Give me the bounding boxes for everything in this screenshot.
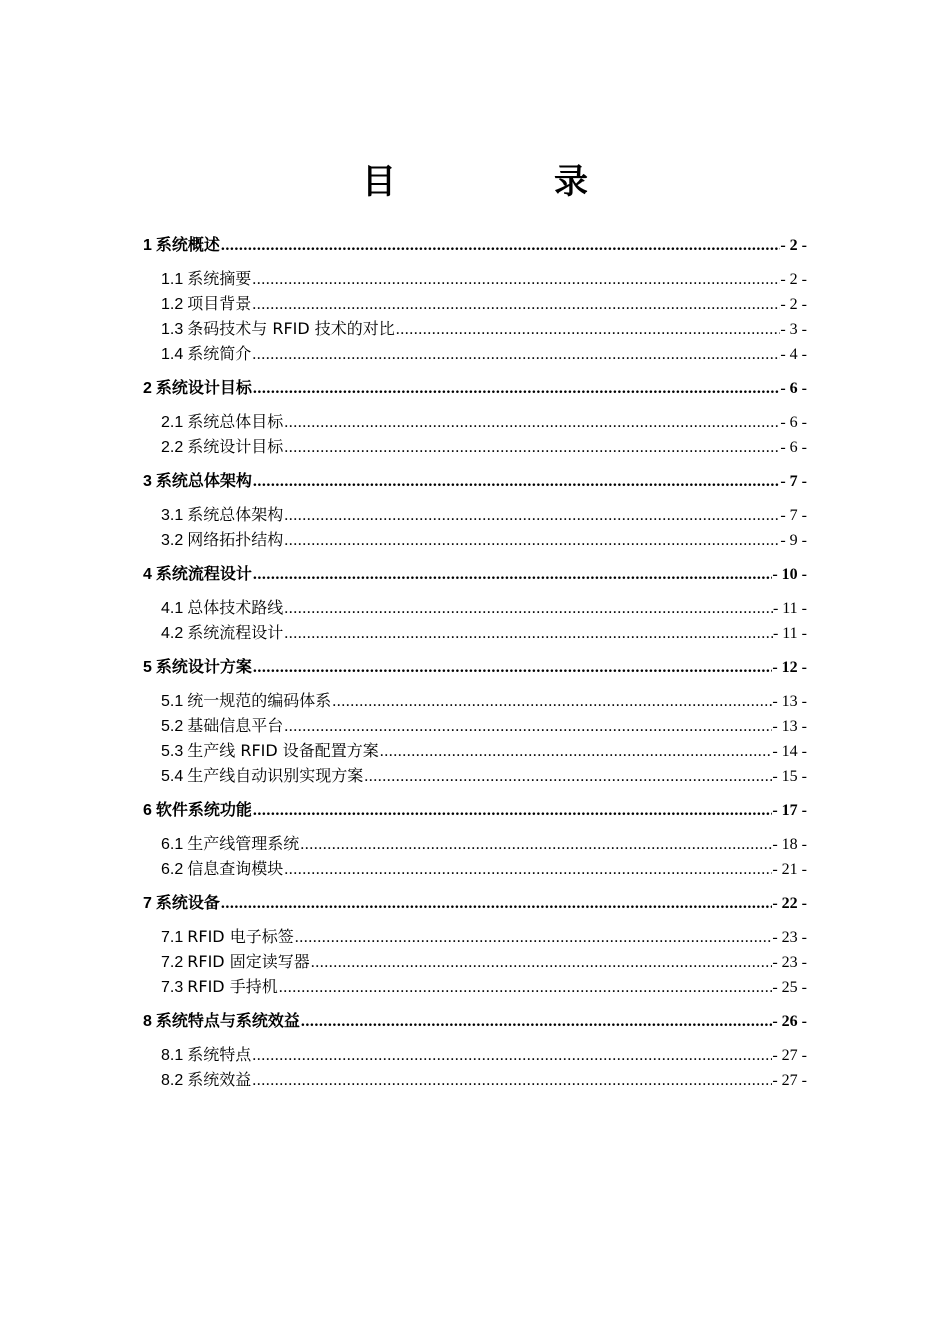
toc-entry-chapter[interactable] <box>143 890 807 916</box>
toc-entry-chapter[interactable] <box>143 375 807 401</box>
toc-entry-page: - 17 - <box>772 802 807 819</box>
toc-entry-number: 7.3 <box>161 979 184 996</box>
toc-chapter <box>143 232 807 366</box>
toc-entry-label: 网络拓扑结构 <box>187 530 284 549</box>
toc-entry-label: 系统设计目标 <box>187 437 284 456</box>
toc-entry-page: - 18 - <box>772 836 807 853</box>
toc-leader-dots <box>396 317 781 342</box>
toc-entry-chapter[interactable] <box>143 232 807 258</box>
toc-entry-label: 总体技术路线 <box>187 598 284 617</box>
toc-leader-dots <box>295 925 773 950</box>
toc-entry-label: RFID 固定读写器 <box>187 952 310 971</box>
toc-entry-label: 系统设计方案 <box>155 657 252 676</box>
toc-leader-dots <box>253 376 780 402</box>
toc-entry-page: - 27 - <box>772 1047 807 1064</box>
toc-entry-label: 系统总体架构 <box>155 471 252 490</box>
toc-chapter <box>143 654 807 788</box>
toc-entry-section[interactable] <box>143 738 807 763</box>
toc-leader-dots <box>253 798 772 824</box>
toc-entry-section[interactable] <box>143 527 807 552</box>
toc-chapter <box>143 375 807 459</box>
toc-entry-section[interactable] <box>143 1042 807 1067</box>
toc-entry-number: 5.3 <box>161 743 184 760</box>
toc-entry-page: - 2 - <box>780 271 807 288</box>
toc-entry-number: 5.1 <box>161 693 184 710</box>
toc-entry-label: RFID 手持机 <box>187 977 278 996</box>
toc-entry-label: 生产线自动识别实现方案 <box>187 766 364 785</box>
toc-entry-page: - 12 - <box>772 659 807 676</box>
toc-leader-dots <box>252 1068 772 1093</box>
toc-entry-label: 系统总体目标 <box>187 412 284 431</box>
toc-entry-section[interactable] <box>143 502 807 527</box>
toc-leader-dots <box>364 764 772 789</box>
toc-entry-section[interactable] <box>143 831 807 856</box>
toc-entry-number: 1.4 <box>161 346 184 363</box>
toc-entry-section[interactable] <box>143 266 807 291</box>
toc-entry-page: - 6 - <box>780 380 807 397</box>
toc-entry-label: 信息查询模块 <box>187 859 284 878</box>
toc-entry-page: - 6 - <box>780 439 807 456</box>
toc-entry-number: 8 <box>143 1013 152 1030</box>
toc-leader-dots <box>300 832 772 857</box>
toc-entry-section[interactable] <box>143 856 807 881</box>
toc-entry-number: 3 <box>143 473 152 490</box>
toc-entry-label: 统一规范的编码体系 <box>187 691 332 710</box>
toc-entry-section[interactable] <box>143 291 807 316</box>
toc-leader-dots <box>284 621 773 646</box>
toc-entry-section[interactable] <box>143 341 807 366</box>
toc-entry-page: - 11 - <box>772 600 807 617</box>
toc-entry-page: - 27 - <box>772 1072 807 1089</box>
toc-entry-chapter[interactable] <box>143 468 807 494</box>
toc-entry-page: - 2 - <box>780 296 807 313</box>
toc-entry-number: 8.2 <box>161 1072 184 1089</box>
toc-entry-number: 5.2 <box>161 718 184 735</box>
toc-entry-section[interactable] <box>143 434 807 459</box>
toc-entry-number: 5 <box>143 659 152 676</box>
toc-entry-page: - 21 - <box>772 861 807 878</box>
toc-entry-number: 1.2 <box>161 296 184 313</box>
toc-entry-chapter[interactable] <box>143 654 807 680</box>
toc-entry-label: 系统设计目标 <box>155 378 252 397</box>
toc-leader-dots <box>332 689 772 714</box>
toc-entry-chapter[interactable] <box>143 1008 807 1034</box>
toc-entry-number: 4.2 <box>161 625 184 642</box>
toc-entry-label: 生产线管理系统 <box>187 834 300 853</box>
toc-chapter <box>143 561 807 645</box>
toc-entry-number: 7 <box>143 895 152 912</box>
toc-entry-label: 系统设备 <box>155 893 220 912</box>
toc-entry-section[interactable] <box>143 949 807 974</box>
toc-entry-page: - 10 - <box>772 566 807 583</box>
toc-leader-dots <box>252 267 780 292</box>
toc-leader-dots <box>284 503 780 528</box>
toc-entry-number: 6 <box>143 802 152 819</box>
toc-entry-page: - 2 - <box>780 237 807 254</box>
toc-leader-dots <box>221 891 772 917</box>
toc-entry-section[interactable] <box>143 688 807 713</box>
toc-leader-dots <box>284 714 772 739</box>
toc-chapter <box>143 468 807 552</box>
toc-entry-label: 系统简介 <box>187 344 252 363</box>
toc-entry-number: 1.1 <box>161 271 184 288</box>
toc-entry-label: 系统总体架构 <box>187 505 284 524</box>
toc-entry-page: - 23 - <box>772 954 807 971</box>
toc-entry-label: 基础信息平台 <box>187 716 284 735</box>
toc-entry-label: 系统效益 <box>187 1070 252 1089</box>
toc-leader-dots <box>253 562 772 588</box>
toc-entry-page: - 7 - <box>780 473 807 490</box>
toc-entry-chapter[interactable] <box>143 561 807 587</box>
toc-entry-number: 2 <box>143 380 152 397</box>
toc-leader-dots <box>279 975 773 1000</box>
toc-entry-label: 系统概述 <box>155 235 220 254</box>
toc-leader-dots <box>252 1043 772 1068</box>
toc-entry-number: 8.1 <box>161 1047 184 1064</box>
toc-entry-label: RFID 电子标签 <box>187 927 294 946</box>
toc-entry-page: - 13 - <box>772 718 807 735</box>
toc-entry-page: - 22 - <box>772 895 807 912</box>
toc-entry-number: 3.2 <box>161 532 184 549</box>
toc-entry-label: 软件系统功能 <box>155 800 252 819</box>
toc-entry-section[interactable] <box>143 924 807 949</box>
toc-entry-page: - 14 - <box>772 743 807 760</box>
toc-entry-label: 系统特点 <box>187 1045 252 1064</box>
toc-leader-dots <box>301 1009 772 1035</box>
toc-leader-dots <box>284 596 773 621</box>
toc-entry-number: 3.1 <box>161 507 184 524</box>
page-title: 目 录 <box>362 162 650 202</box>
toc-chapter <box>143 1008 807 1092</box>
toc-entry-label: 系统流程设计 <box>155 564 252 583</box>
toc-leader-dots <box>284 857 772 882</box>
toc-entry-section[interactable] <box>143 763 807 788</box>
toc-entry-number: 1.3 <box>161 321 184 338</box>
table-of-contents <box>143 232 807 1092</box>
toc-entry-page: - 13 - <box>772 693 807 710</box>
toc-leader-dots <box>311 950 773 975</box>
toc-entry-page: - 11 - <box>772 625 807 642</box>
toc-entry-number: 4 <box>143 566 152 583</box>
toc-leader-dots <box>252 292 780 317</box>
toc-entry-number: 2.1 <box>161 414 184 431</box>
toc-entry-label: 系统特点与系统效益 <box>155 1011 300 1030</box>
toc-entry-page: - 9 - <box>780 532 807 549</box>
toc-entry-section[interactable] <box>143 620 807 645</box>
toc-entry-chapter[interactable] <box>143 797 807 823</box>
toc-entry-section[interactable] <box>143 316 807 341</box>
toc-entry-number: 6.2 <box>161 861 184 878</box>
toc-entry-label: 项目背景 <box>187 294 252 313</box>
toc-entry-page: - 25 - <box>772 979 807 996</box>
toc-entry-page: - 4 - <box>780 346 807 363</box>
toc-leader-dots <box>284 435 780 460</box>
toc-entry-label: 系统流程设计 <box>187 623 284 642</box>
toc-entry-section[interactable] <box>143 595 807 620</box>
toc-entry-section[interactable] <box>143 974 807 999</box>
toc-entry-page: - 7 - <box>780 507 807 524</box>
toc-entry-page: - 26 - <box>772 1013 807 1030</box>
toc-entry-number: 7.1 <box>161 929 184 946</box>
toc-entry-page: - 6 - <box>780 414 807 431</box>
toc-entry-number: 7.2 <box>161 954 184 971</box>
toc-entry-number: 1 <box>143 237 152 254</box>
toc-leader-dots <box>252 342 780 367</box>
toc-entry-label: 生产线 RFID 设备配置方案 <box>187 741 379 760</box>
toc-entry-number: 2.2 <box>161 439 184 456</box>
toc-entry-label: 条码技术与 RFID 技术的对比 <box>187 319 395 338</box>
toc-chapter <box>143 797 807 881</box>
toc-entry-page: - 23 - <box>772 929 807 946</box>
toc-leader-dots <box>284 410 780 435</box>
toc-entry-page: - 15 - <box>772 768 807 785</box>
toc-entry-section[interactable] <box>143 409 807 434</box>
toc-leader-dots <box>380 739 773 764</box>
toc-entry-number: 5.4 <box>161 768 184 785</box>
toc-entry-number: 4.1 <box>161 600 184 617</box>
toc-leader-dots <box>221 233 780 259</box>
toc-chapter <box>143 890 807 999</box>
toc-entry-page: - 3 - <box>780 321 807 338</box>
toc-leader-dots <box>253 469 780 495</box>
toc-entry-label: 系统摘要 <box>187 269 252 288</box>
toc-entry-section[interactable] <box>143 1067 807 1092</box>
toc-leader-dots <box>284 528 780 553</box>
toc-entry-section[interactable] <box>143 713 807 738</box>
toc-entry-number: 6.1 <box>161 836 184 853</box>
toc-leader-dots <box>253 655 772 681</box>
